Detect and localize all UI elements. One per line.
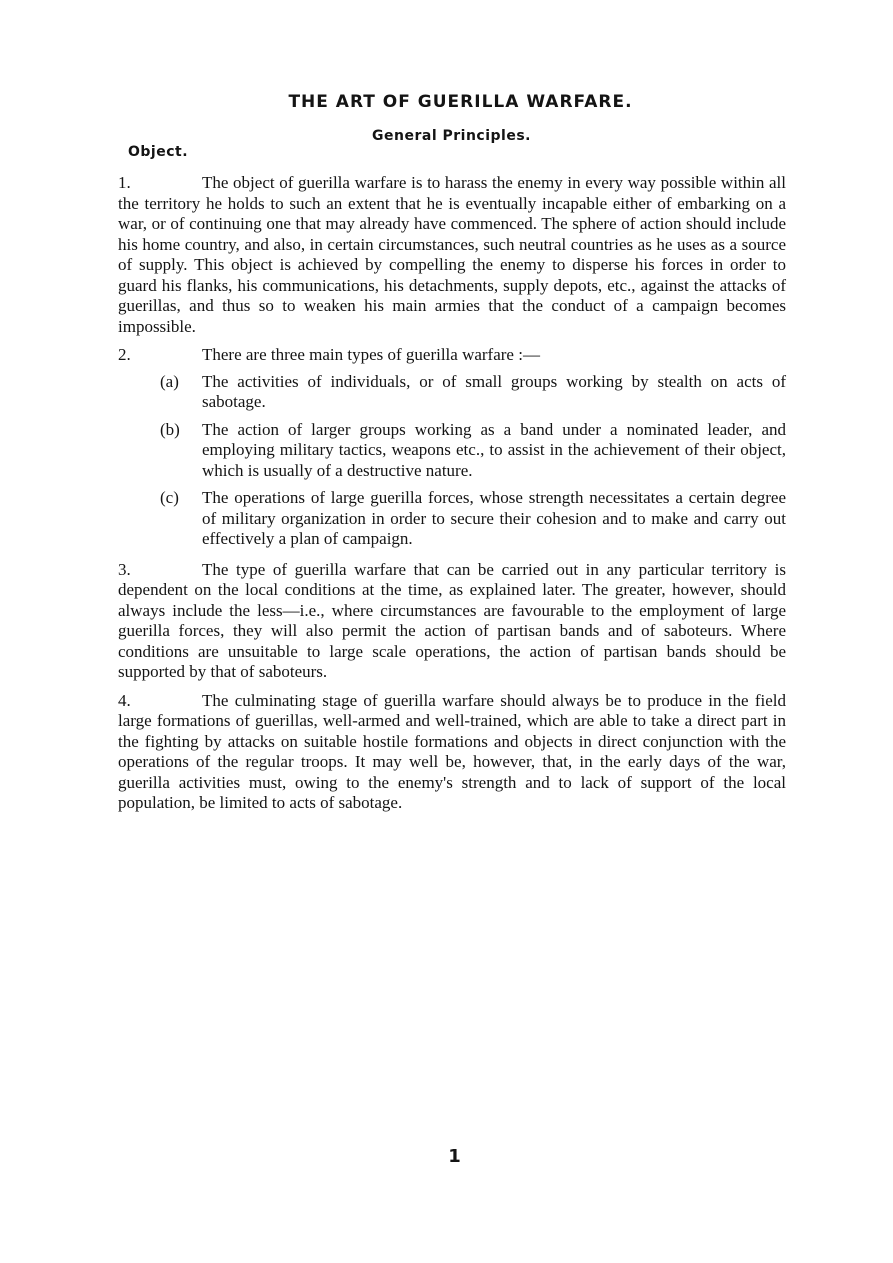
paragraph-text: There are three main types of guerilla warfare :— — [202, 345, 540, 364]
page-number: 1 — [448, 1146, 461, 1167]
list-item-text: The activities of individuals, or of small groups working by stealth on acts of sabotage. — [202, 371, 786, 411]
paragraph-text: The culminating stage of guerilla warfare should always be to produce in the field large formations of guerillas, well-armed and well-trained, which are able to take a direct part in the fighting by attacks on suitable hostile formations and objects in direct conjunction with the operations of the regular troops. It may well be, however, that, in the early days of the war, guerilla activities must, owing to the enemy's strength and to lack of support of the local population, be limited to acts of sabotage. — [118, 690, 786, 812]
section-heading-object: Object. — [128, 144, 189, 160]
list-item-text: The operations of large guerilla forces, whose strength necessitates a certain degree of military organization in order to secure their cohesion and to make and carry out effectively a plan of campaign. — [202, 488, 786, 548]
paragraph-2 — [118, 345, 786, 366]
document-title: THE ART OF GUERILLA WARFARE. — [288, 92, 633, 112]
document-subtitle: General Principles. — [372, 128, 531, 144]
paragraph-number: 3. — [118, 559, 131, 579]
paragraph-text: The object of guerilla warfare is to harass the enemy in every way possible within all the territory he holds to such an extent that he is eventually incapable either of embarking on a war, or of continuing one that may already have commenced. The sphere of action should include his home country, and also, in certain circumstances, such neutral countries as he uses as a source of supply. This object is achieved by compelling the enemy to disperse his forces in order to guard his flanks, his communications, his detachments, supply depots, etc., against the attacks of guerillas, and thus so to weaken his main armies that the conduct of a campaign becomes impossible. — [118, 173, 786, 336]
list-item-letter: (c) — [160, 488, 179, 507]
body-text — [118, 173, 786, 822]
list-item-letter: (b) — [160, 419, 180, 439]
list-item-a — [118, 372, 786, 413]
paragraph-text: The type of guerilla warfare that can be carried out in any particular territory is dependent on the local conditions at the time, as explained later. The greater, however, should always include the less—i.e., where circumstances are favourable to the employment of large guerilla forces, they will also permit the action of partisan bands and of saboteurs. Where conditions are unsuitable to large scale operations, the action of partisan bands should be supported by that of saboteurs. — [118, 559, 786, 681]
paragraph-number: 4. — [118, 690, 131, 710]
list-item-text: The action of larger groups working as a band under a nominated leader, and employing military tactics, weapons etc., to assist in the achievement of their object, which is usually of a destructive nature. — [202, 419, 786, 480]
list-item-b — [118, 420, 786, 482]
paragraph-3 — [118, 560, 786, 683]
paragraph-number: 1. — [118, 173, 131, 192]
list-item-c — [118, 488, 786, 550]
paragraph-4 — [118, 691, 786, 814]
paragraph-1 — [118, 173, 786, 337]
guerilla-types-list — [118, 372, 786, 550]
list-item-letter: (a) — [160, 371, 179, 391]
paragraph-number: 2. — [118, 345, 131, 364]
